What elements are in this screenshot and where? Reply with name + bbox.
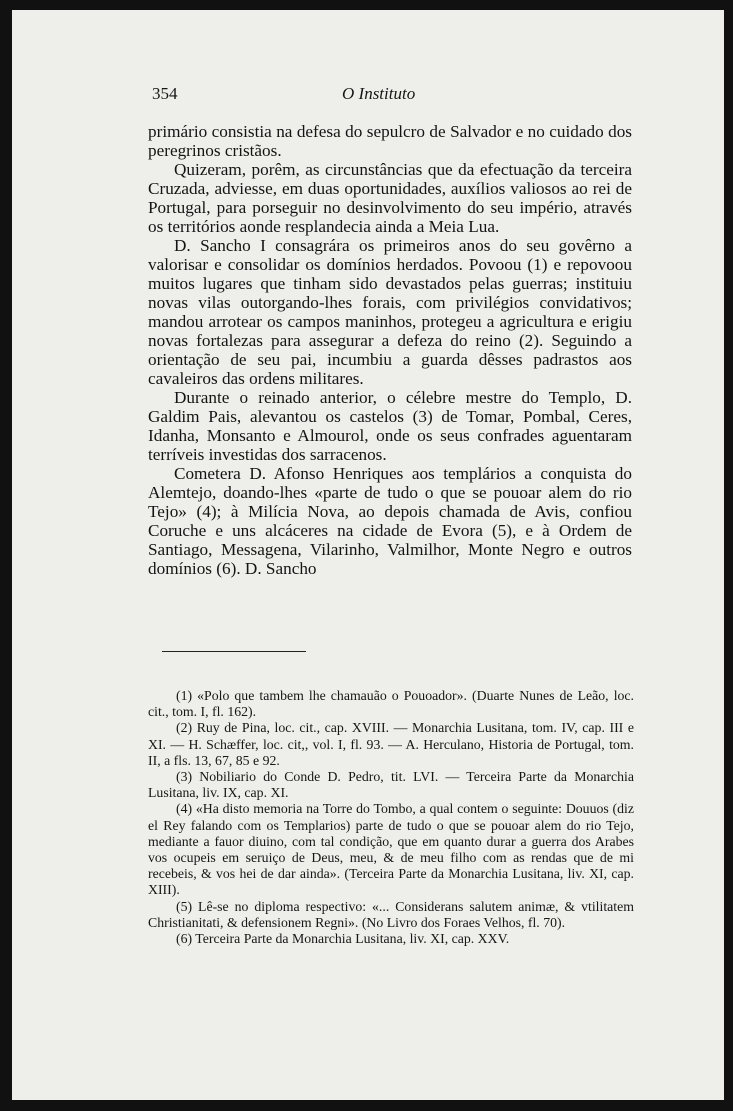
paragraph: primário consistia na defesa do sepulcro de Salvador e no cuidado dos peregrinos cristãos. [148, 122, 632, 160]
footnote: (3) Nobiliario do Conde D. Pedro, tit. LVI. — Terceira Parte da Monarchia Lusitana, liv. IX, cap. XI. [148, 769, 634, 801]
paragraph: Cometera D. Afonso Henriques aos templários a conquista do Alemtejo, doando-lhes «parte de tudo o que se pouoar alem do rio Tejo» (4); à Milícia Nova, ao depois chamada de Avis, confiou Coruche e uns alcáceres na cidade de Evora (5), e à Ordem de Santiago, Messagena, Vilarinho, Valmilhor, Monte Negro e outros domínios (6). D. Sancho [148, 464, 632, 578]
footnote-divider [162, 651, 306, 652]
body-text [148, 122, 632, 578]
paragraph: Durante o reinado anterior, o célebre mestre do Templo, D. Galdim Pais, alevantou os castelos (3) de Tomar, Pombal, Ceres, Idanha, Monsanto e Almourol, onde os seus confrades aguentaram terríveis investidas dos sarracenos. [148, 388, 632, 464]
footnote: (2) Ruy de Pina, loc. cit., cap. XVIII. — Monarchia Lusitana, tom. IV, cap. III e XI. — H. Schæffer, loc. cit,, vol. I, fl. 93. — A. Herculano, Historia de Portugal, tom. II, a fls. 13, 67, 85 e 92. [148, 720, 634, 768]
paragraph: Quizeram, porêm, as circunstâncias que da efectuação da terceira Cruzada, adviesse, em duas oportunidades, auxílios valiosos ao rei de Portugal, para porseguir no desinvolvimento do seu império, através os territórios aonde resplandecia ainda a Meia Lua. [148, 160, 632, 236]
running-title: O Instituto [342, 84, 416, 103]
footnote: (4) «Ha disto memoria na Torre do Tombo, a qual contem o seguinte: Douuos (diz el Rey falando com os Templarios) parte de tudo o que se pouoar alem do rio Tejo, mediante a fauor diuino, com tal condição, que em quanto durar a guerra dos Arabes vos ocupeis em seruiço de Deus, meu, & de meu filho com as rendas que de mi recebeis, & vos hei de dar ainda». (Terceira Parte da Monarchia Lusitana, liv. XI, cap. XIII). [148, 801, 634, 898]
footnote: (5) Lê-se no diploma respectivo: «... Considerans salutem animæ, & vtilitatem Christianitati, & defensionem Regni». (No Livro dos Foraes Velhos, fl. 70). [148, 898, 634, 930]
footnotes [148, 688, 634, 947]
page-number: 354 [152, 84, 178, 103]
footnote: (1) «Polo que tambem lhe chamauão o Pouoador». (Duarte Nunes de Leão, loc. cit., tom. I, fl. 162). [148, 688, 634, 720]
paragraph: D. Sancho I consagrára os primeiros anos do seu govêrno a valorisar e consolidar os domínios herdados. Povoou (1) e repovoou muitos lugares que tinham sido devastados pelas guerras; instituiu novas vilas outorgando-lhes forais, com privilégios convidativos; mandou arrotear os campos maninhos, protegeu a agricultura e erigiu novas fortalezas para assegurar a defeza do reino (2). Seguindo a orientação de seu pai, incumbiu a guarda dêsses padrastos aos cavaleiros das ordens militares. [148, 236, 632, 388]
footnote: (6) Terceira Parte da Monarchia Lusitana, liv. XI, cap. XXV. [176, 931, 510, 947]
